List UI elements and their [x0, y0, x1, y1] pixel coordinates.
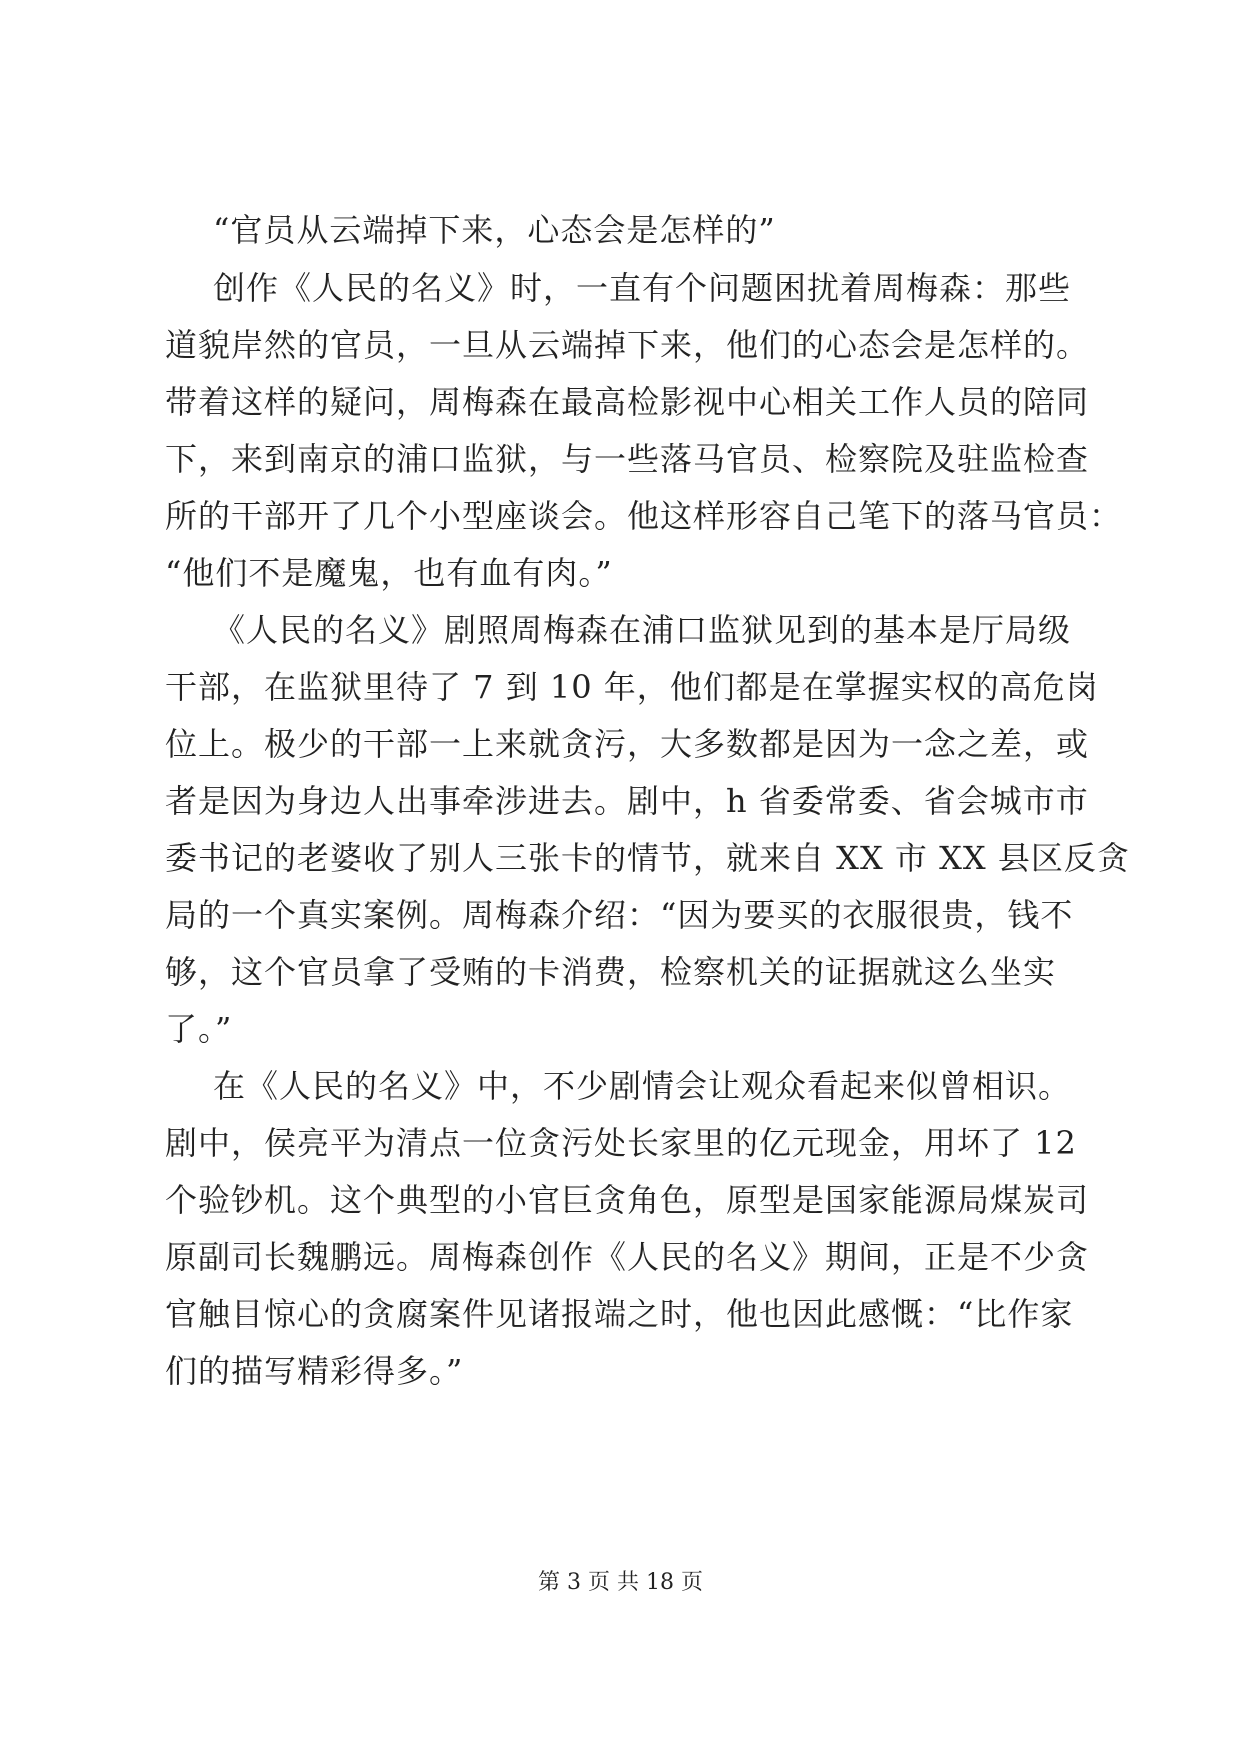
paragraph-3-line-4: 原副司长魏鹏远。周梅森创作《人民的名义》期间，正是不少贪: [165, 1238, 1090, 1276]
paragraph-1-line-3: 带着这样的疑问，周梅森在最高检影视中心相关工作人员的陪同: [165, 383, 1090, 421]
paragraph-1-line-4: 下，来到南京的浦口监狱，与一些落马官员、检察院及驻监检查: [165, 440, 1090, 478]
paragraph-1-line-2: 道貌岸然的官员，一旦从云端掉下来，他们的心态会是怎样的。: [165, 326, 1090, 364]
page-footer: 第 3 页 共 18 页: [538, 1570, 703, 1595]
paragraph-1-line-1: 创作《人民的名义》时，一直有个问题困扰着周梅森：那些: [213, 269, 1072, 307]
paragraph-2-line-2: 干部，在监狱里待了 7 到 10 年，他们都是在掌握实权的高危岗: [165, 668, 1099, 706]
paragraph-3-line-5: 官触目惊心的贪腐案件见诸报端之时，他也因此感慨：“比作家: [165, 1295, 1074, 1333]
section-heading: “官员从云端掉下来，心态会是怎样的”: [213, 211, 776, 249]
paragraph-2-line-6: 局的一个真实案例。周梅森介绍：“因为要买的衣服很贵，钱不: [165, 896, 1074, 934]
paragraph-1-line-6: “他们不是魔鬼，也有血有肉。”: [165, 554, 613, 592]
paragraph-2-line-1: 《人民的名义》剧照周梅森在浦口监狱见到的基本是厅局级: [213, 611, 1072, 649]
paragraph-3-line-1: 在《人民的名义》中，不少剧情会让观众看起来似曾相识。: [213, 1067, 1072, 1105]
paragraph-3-line-3: 个验钞机。这个典型的小官巨贪角色，原型是国家能源局煤炭司: [165, 1181, 1090, 1219]
paragraph-2-line-4: 者是因为身边人出事牵涉进去。剧中，h 省委常委、省会城市市: [165, 782, 1089, 820]
paragraph-2-line-3: 位上。极少的干部一上来就贪污，大多数都是因为一念之差，或: [165, 725, 1090, 763]
paragraph-1-line-5: 所的干部开了几个小型座谈会。他这样形容自己笔下的落马官员：: [165, 497, 1123, 535]
paragraph-3-line-6: 们的描写精彩得多。”: [165, 1352, 464, 1390]
paragraph-2-line-7: 够，这个官员拿了受贿的卡消费，检察机关的证据就这么坐实: [165, 953, 1057, 991]
paragraph-3-line-2: 剧中，侯亮平为清点一位贪污处长家里的亿元现金，用坏了 12: [165, 1124, 1077, 1162]
paragraph-2-line-5: 委书记的老婆收了别人三张卡的情节，就来自 XX 市 XX 县区反贪: [165, 839, 1130, 877]
paragraph-2-line-8: 了。”: [165, 1010, 233, 1048]
